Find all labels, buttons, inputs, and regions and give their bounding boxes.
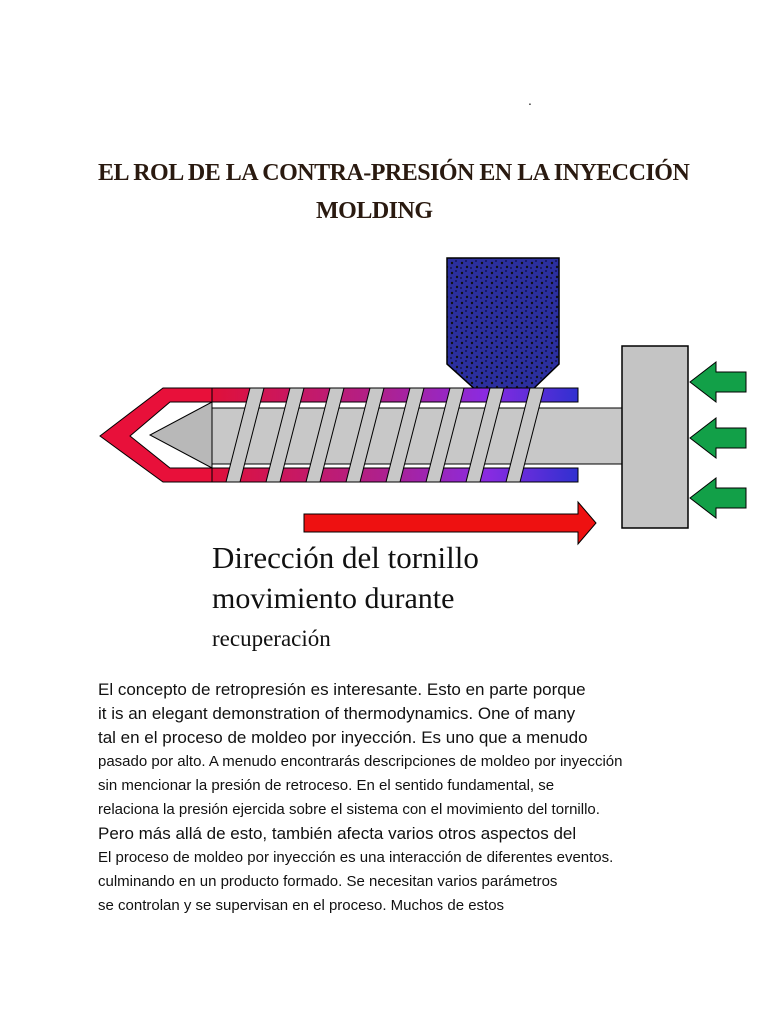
body-paragraph (98, 678, 748, 918)
screw-direction-arrow (304, 502, 596, 544)
diagram-caption-line-1: Dirección del tornillo (212, 540, 479, 575)
body-line: culminando en un producto formado. Se necesitan varios parámetros (98, 873, 558, 890)
screw-tip (150, 402, 212, 468)
diagram-caption-line-2: movimiento durante (212, 582, 455, 615)
body-line: sin mencionar la presión de retroceso. En el sentido fundamental, se (98, 777, 555, 794)
hopper-shape (447, 258, 559, 392)
ram-block (622, 346, 688, 528)
page-title-line-2: MOLDING (316, 198, 433, 224)
body-line: pasado por alto. A menudo encontrarás descripciones de moldeo por inyección (98, 753, 623, 770)
body-line: El proceso de moldeo por inyección es una interacción de diferentes eventos. (98, 849, 614, 866)
body-line: tal en el proceso de moldeo por inyección. Es uno que a menudo (98, 728, 588, 747)
body-line: se controlan y se supervisan en el proceso. Muchos de estos (98, 897, 505, 914)
stray-dot: . (528, 92, 532, 108)
page-title-line-1: EL ROL DE LA CONTRA-PRESIÓN EN LA INYECCIÓN (98, 160, 690, 186)
body-line: it is an elegant demonstration of thermodynamics. One of many (98, 704, 576, 723)
body-line: Pero más allá de esto, también afecta varios otros aspectos del (98, 824, 577, 843)
barrel-top (212, 388, 578, 402)
injection-screw-diagram (0, 250, 768, 550)
body-line: relaciona la presión ejercida sobre el sistema con el movimiento del tornillo. (98, 801, 600, 818)
diagram-caption-line-3: recuperación (212, 626, 331, 651)
body-line: El concepto de retropresión es interesante. Esto en parte porque (98, 680, 586, 699)
back-pressure-arrows (690, 362, 746, 518)
